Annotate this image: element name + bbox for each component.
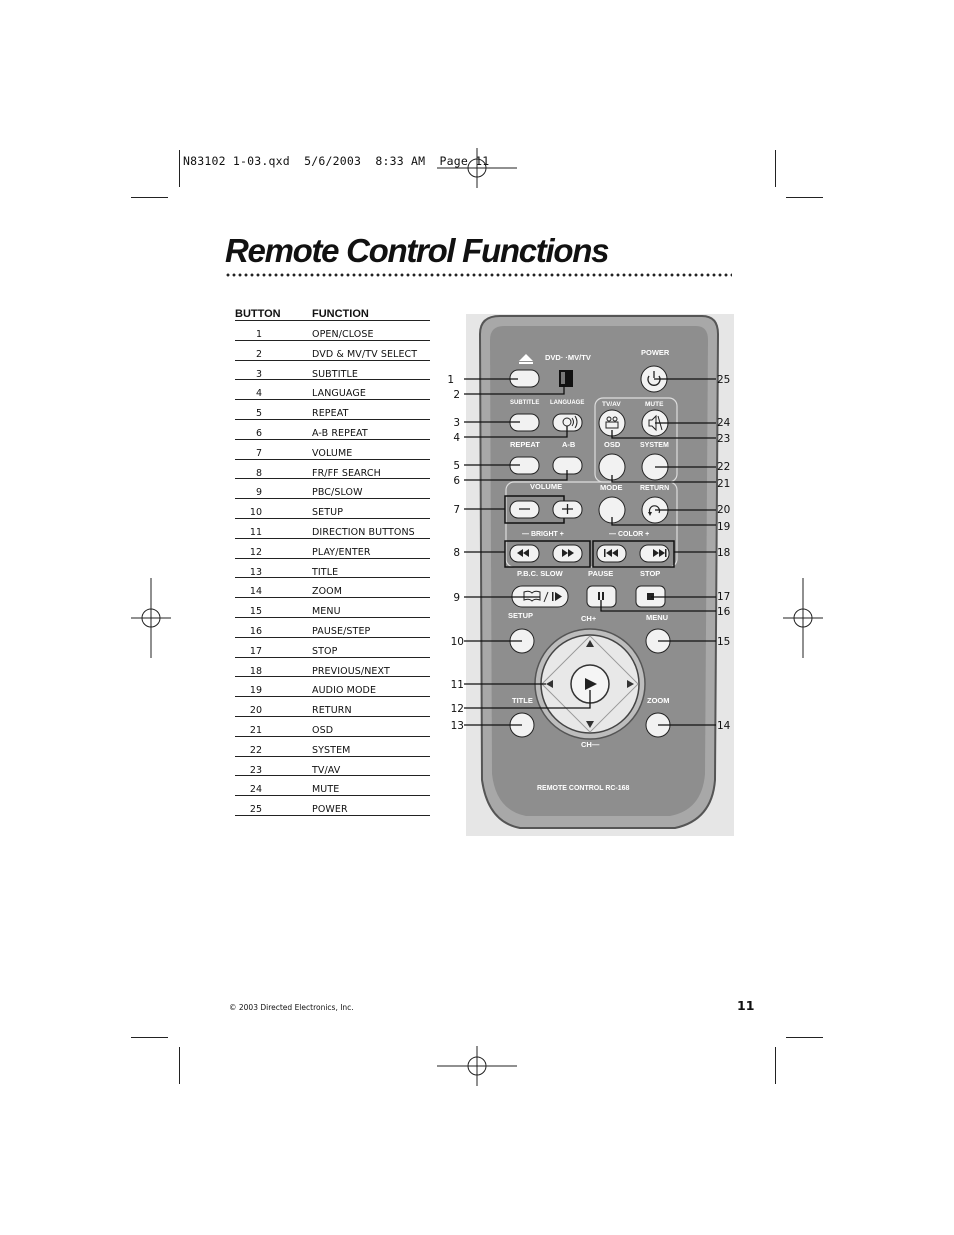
callout-number: 4 [453,432,460,444]
button-number: 8 [255,467,262,479]
callout-number: 5 [453,460,460,472]
label-bright: — BRIGHT + [522,531,564,538]
function-name: STOP [312,645,338,657]
crop-mark [131,197,168,198]
callout-number: 13 [450,720,464,732]
button-number: 7 [255,447,262,459]
callout-number: 24 [717,417,731,429]
button-number: 6 [255,427,262,439]
remote-illustration [440,310,740,840]
table-row [235,440,430,460]
table-row [235,479,430,499]
button-number: 2 [255,348,262,360]
crop-mark [179,1047,180,1084]
button-number: 10 [249,507,262,519]
button-number: 9 [255,487,262,499]
callout-number: 2 [453,389,460,401]
table-row [235,757,430,777]
crop-mark [775,150,776,187]
label-pause: PAUSE [588,569,614,578]
callout-number: 22 [717,461,731,473]
button-number: 3 [255,368,262,380]
crop-mark [775,1047,776,1084]
table-row [235,420,430,440]
crop-mark [131,1037,168,1038]
table-row [235,400,430,420]
table-row [235,598,430,618]
button-number: 5 [255,408,262,420]
table-row [235,321,430,341]
header-button: BUTTON [235,308,281,320]
button-number: 19 [249,685,262,697]
label-ch-plus: CH+ [581,614,597,623]
table-row [235,539,430,559]
function-name: RETURN [312,705,352,717]
table-row [235,519,430,539]
page-number: 11 [737,998,755,1013]
button-number: 15 [249,606,262,618]
callout-number: 23 [717,433,731,445]
label-setup: SETUP [508,611,534,620]
table-row [235,380,430,400]
table-row [235,578,430,598]
function-name: OSD [312,724,334,736]
button-number: 13 [249,566,262,578]
function-name: TITLE [312,566,339,578]
label-osd: OSD [604,440,621,449]
table-row [235,460,430,480]
function-name: SETUP [312,507,344,519]
button-number: 23 [249,764,262,776]
function-name: VOLUME [312,447,353,459]
function-name: SYSTEM [312,744,351,756]
label-title: TITLE [512,696,533,705]
table-row [235,717,430,737]
registration-mark-bottom [437,1046,517,1086]
print-slug: N83102 1-03.qxd 5/6/2003 8:33 AM Page 11 [183,154,490,168]
label-model: REMOTE CONTROL RC-168 [537,785,630,792]
function-name: MUTE [312,784,340,796]
callout-number: 15 [717,636,731,648]
button-number: 14 [249,586,262,598]
button-number: 12 [249,546,262,558]
crop-mark [786,1037,823,1038]
table-row [235,796,430,816]
function-name: PBC/SLOW [312,487,363,499]
button-number: 25 [249,804,262,816]
crop-mark [786,197,823,198]
label-mode: MODE [600,483,623,492]
function-name: DVD & MV/TV SELECT [312,348,418,360]
label-repeat: REPEAT [510,440,540,449]
function-name: REPEAT [312,408,349,420]
function-name: ZOOM [312,586,343,598]
callout-number: 9 [453,592,460,604]
table-row [235,658,430,678]
table-row [235,499,430,519]
callout-number: 3 [453,417,460,429]
callout-number: 20 [717,504,731,516]
table-row [235,361,430,381]
function-table [235,321,430,816]
function-name: AUDIO MODE [312,685,377,697]
label-mute: MUTE [645,401,664,408]
callout-number: 16 [717,606,731,618]
callout-number: 1 [447,374,454,386]
table-row [235,677,430,697]
button-number: 17 [249,645,262,657]
table-row [235,697,430,717]
function-name: TV/AV [312,764,341,776]
button-number: 4 [255,388,262,400]
table-row [235,638,430,658]
label-language: LANGUAGE [550,400,585,406]
label-system: SYSTEM [640,442,669,449]
function-name: FR/FF SEARCH [312,467,381,479]
callout-number: 17 [717,591,731,603]
callout-number: 19 [717,521,731,533]
button-number: 16 [249,625,262,637]
page-title: Remote Control Functions [225,232,609,269]
callout-number: 25 [717,374,731,386]
label-menu: MENU [646,613,669,622]
label-subtitle: SUBTITLE [510,400,540,406]
callout-number: 11 [450,679,464,691]
callout-number: 21 [717,478,731,490]
label-volume: VOLUME [530,482,563,491]
function-name: LANGUAGE [312,388,366,400]
registration-mark-top [437,148,517,188]
callout-number: 18 [717,547,731,559]
callout-number: 7 [453,504,460,516]
function-name: SUBTITLE [312,368,359,380]
registration-mark-left [131,578,171,658]
button-number: 21 [249,724,262,736]
callout-number: 10 [450,636,464,648]
button-number: 20 [249,705,262,717]
table-row [235,737,430,757]
function-name: PREVIOUS/NEXT [312,665,390,677]
label-dvd: DVD· ·MV/TV [545,353,591,362]
previous-button[interactable] [597,545,626,562]
button-number: 1 [255,329,262,340]
callout-number: 12 [450,703,464,715]
function-name: PLAY/ENTER [312,546,371,558]
registration-mark-right [783,578,823,658]
copyright: © 2003 Directed Electronics, Inc. [229,1003,354,1012]
function-name: PAUSE/STEP [312,625,371,637]
dvd-mvtv-switch[interactable] [559,370,573,387]
table-row [235,776,430,796]
callout-number: 6 [453,475,460,487]
table-row [235,618,430,638]
volume-up-button[interactable] [553,501,582,518]
button-number: 24 [249,784,262,796]
label-return: RETURN [640,485,670,492]
function-name: A-B REPEAT [312,427,368,439]
rewind-button[interactable] [510,545,539,562]
volume-down-button[interactable] [510,501,539,518]
function-name: MENU [312,606,341,618]
function-name: DIRECTION BUTTONS [312,526,415,538]
crop-mark [179,150,180,187]
table-row [235,341,430,361]
dotted-rule [225,272,732,278]
function-name: POWER [312,804,348,816]
label-tvav: TV/AV [602,401,621,408]
button-number: 18 [249,665,262,677]
callout-number: 8 [453,547,460,559]
table-row [235,559,430,579]
label-ch-minus: CH— [581,740,600,749]
button-number: 11 [249,526,262,538]
label-zoom: ZOOM [647,696,670,705]
label-color: — COLOR + [609,531,650,538]
label-stop: STOP [640,569,661,578]
button-number: 22 [249,744,262,756]
header-function: FUNCTION [312,308,369,320]
label-pbc-slow: P.B.C. SLOW [517,569,563,578]
callout-number: 14 [717,720,731,732]
function-name: OPEN/CLOSE [312,329,374,340]
fast-forward-button[interactable] [553,545,582,562]
label-ab: A-B [562,440,576,449]
callouts-left [447,374,464,732]
label-power: POWER [641,348,670,357]
next-button[interactable] [640,545,669,562]
